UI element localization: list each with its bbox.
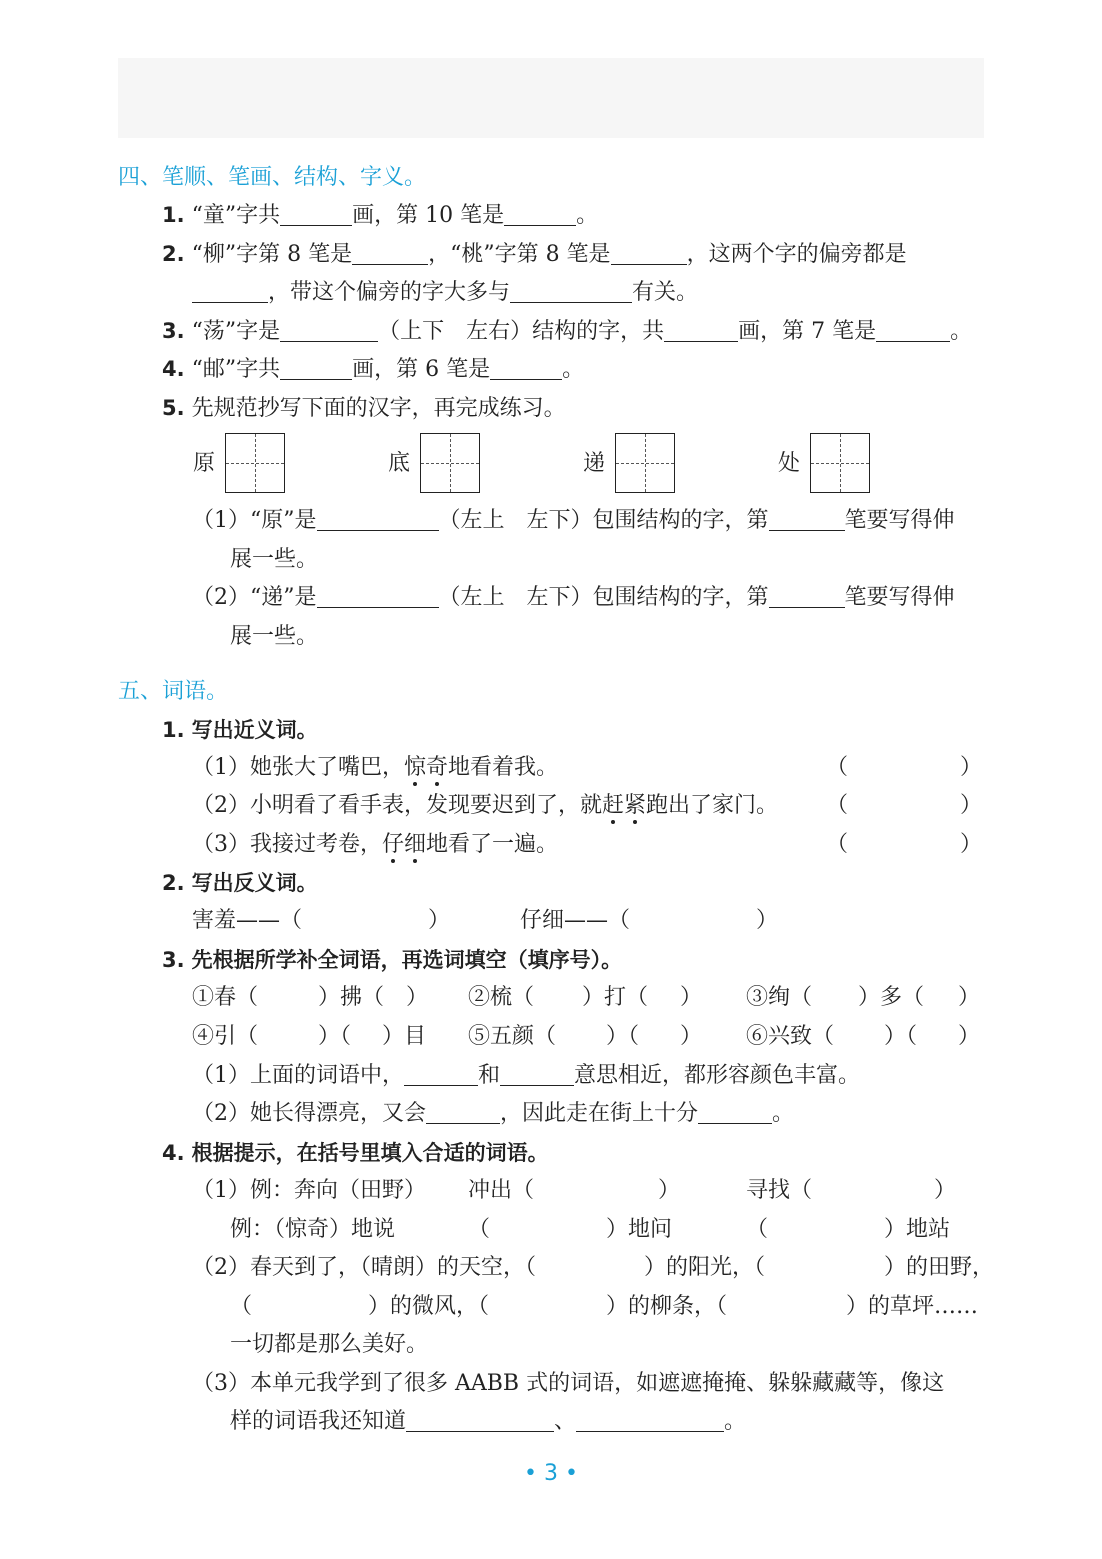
answer-blank[interactable] <box>426 1101 500 1124</box>
fill-open[interactable]: 冲出（ <box>468 1178 535 1203</box>
idiom-part: ⑤五颜（ <box>468 1024 557 1049</box>
answer-blank[interactable] <box>352 242 428 265</box>
fill-mid: ）的阳光，（ <box>644 1255 766 1280</box>
idiom-part: ①春（ <box>192 985 259 1010</box>
fill-close: ） <box>658 1178 681 1203</box>
q5-4-3: （3）本单元我学到了很多 AABB 式的词语，如遮遮掩掩、躲躲藏藏等，像这 <box>192 1371 945 1396</box>
idiom-part: ）拂（ <box>318 985 385 1010</box>
answer-blank[interactable] <box>769 508 845 531</box>
idiom-part: ）（ <box>318 1024 352 1049</box>
copy-char-3: 递 <box>583 451 606 476</box>
copy-char-1: 原 <box>193 451 216 476</box>
fill-close: ）地问 <box>606 1217 673 1242</box>
idiom-part: ④引（ <box>192 1024 259 1049</box>
answer-blank[interactable] <box>280 357 352 380</box>
q4-3: 3. “荡”字是 （上下 左右）结构的字，共 画，第 7 笔是 。 <box>162 319 973 344</box>
answer-blank[interactable] <box>404 1063 478 1086</box>
idiom-part: ）（ <box>606 1024 640 1049</box>
answer-blank[interactable] <box>510 280 632 303</box>
header-band <box>118 58 984 138</box>
idiom-part: ） <box>958 1024 981 1049</box>
q4-4: 4. “邮”字共 画，第 6 笔是 。 <box>162 357 585 382</box>
section-5-title: 五、词语。 <box>118 679 229 704</box>
answer-blank[interactable] <box>490 357 562 380</box>
q5-3-title: 3. 先根据所学补全词语，再选词填空（填序号）。 <box>162 948 623 972</box>
answer-blank[interactable] <box>611 242 687 265</box>
fill-open[interactable]: （ <box>230 1294 253 1319</box>
q4-5: 5. 先规范抄写下面的汉字，再完成练习。 <box>162 396 566 421</box>
fill-open[interactable]: （ <box>746 1217 769 1242</box>
antonym-1: 害羞——（ <box>192 908 303 933</box>
answer-paren-close: ） <box>960 755 983 780</box>
answer-paren-open[interactable]: （ <box>826 793 849 818</box>
q5-4-title: 4. 根据提示，在括号里填入合适的词语。 <box>162 1141 549 1165</box>
idiom-part: ） <box>958 985 981 1010</box>
q4-5-1: （1）“原”是 （左上 左下）包围结构的字，第 笔要写得伸 <box>192 508 955 533</box>
section-4-title: 四、笔顺、笔画、结构、字义。 <box>118 165 427 190</box>
copy-char-4: 处 <box>778 451 801 476</box>
q4-2: 2. “柳”字第 8 笔是 ，“桃”字第 8 笔是 ，这两个字的偏旁都是 <box>162 242 907 267</box>
fill-mid: ）的柳条，（ <box>606 1294 728 1319</box>
q4-1: 1. “童”字共 画，第 10 笔是 。 <box>162 203 599 228</box>
answer-blank[interactable] <box>504 203 576 226</box>
tianzige-box-4[interactable] <box>810 433 870 493</box>
answer-paren-open[interactable]: （ <box>826 832 849 857</box>
fill-open[interactable]: 寻找（ <box>746 1178 813 1203</box>
answer-blank[interactable] <box>317 508 439 531</box>
answer-blank[interactable] <box>280 319 378 342</box>
example-2: 例：（惊奇）地说 <box>230 1217 396 1242</box>
answer-blank[interactable] <box>406 1409 554 1432</box>
antonym-2: 仔细——（ <box>520 908 631 933</box>
antonym-2-close: ） <box>756 908 779 933</box>
idiom-part: ）多（ <box>858 985 925 1010</box>
idiom-part: ） <box>680 1024 703 1049</box>
q4-5-2-cont: 展一些。 <box>230 624 319 649</box>
answer-paren-open[interactable]: （ <box>826 755 849 780</box>
q5-1-3: （3）我接过考卷，仔细地看了一遍。 <box>192 832 559 857</box>
q5-2-title: 2. 写出反义词。 <box>162 871 318 895</box>
q4-5-2: （2）“递”是 （左上 左下）包围结构的字，第 笔要写得伸 <box>192 585 955 610</box>
q5-1-2: （2）小明看了看手表，发现要迟到了，就赶紧跑出了家门。 <box>192 793 779 818</box>
q5-4-2-end: 一切都是那么美好。 <box>230 1332 429 1357</box>
fill-mid: ）的田野， <box>884 1255 995 1280</box>
tianzige-box-3[interactable] <box>615 433 675 493</box>
idiom-part: ）目 <box>382 1024 427 1049</box>
answer-blank[interactable] <box>280 203 352 226</box>
idiom-part: ③绚（ <box>746 985 813 1010</box>
answer-blank[interactable] <box>576 1409 724 1432</box>
answer-blank[interactable] <box>698 1101 772 1124</box>
fill-mid: ）的草坪…… <box>846 1294 979 1319</box>
answer-blank[interactable] <box>664 319 738 342</box>
q5-1-1: （1）她张大了嘴巴，惊奇地看着我。 <box>192 755 559 780</box>
fill-close: ）地站 <box>884 1217 951 1242</box>
idiom-part: ） <box>406 985 429 1010</box>
antonym-1-close: ） <box>428 908 451 933</box>
idiom-part: ②梳（ <box>468 985 535 1010</box>
idiom-part: ⑥兴致（ <box>746 1024 835 1049</box>
answer-blank[interactable] <box>317 585 439 608</box>
answer-blank[interactable] <box>500 1063 574 1086</box>
page-number: • 3 • <box>524 1461 578 1486</box>
answer-blank[interactable] <box>769 585 845 608</box>
fill-open[interactable]: （ <box>468 1217 491 1242</box>
q5-3-1: （1）上面的词语中， 和 意思相近，都形容颜色丰富。 <box>192 1063 861 1088</box>
answer-blank[interactable] <box>876 319 950 342</box>
fill-mid: ）的微风，（ <box>368 1294 490 1319</box>
q4-5-1-cont: 展一些。 <box>230 547 319 572</box>
q5-1-title: 1. 写出近义词。 <box>162 718 318 742</box>
q4-2-cont: ，带这个偏旁的字大多与 有关。 <box>192 278 698 308</box>
idiom-part: ） <box>680 985 703 1010</box>
fill-close: ） <box>934 1178 957 1203</box>
idiom-part: ）打（ <box>582 985 649 1010</box>
q5-3-2: （2）她长得漂亮，又会 ，因此走在街上十分 。 <box>192 1101 795 1126</box>
q5-4-2: （2）春天到了，（晴朗）的天空，（ <box>192 1255 536 1280</box>
q5-4-3-cont: 样的词语我还知道 、 。 <box>230 1409 747 1434</box>
answer-blank[interactable] <box>192 280 268 303</box>
example-1: （1）例：奔向（田野） <box>192 1178 426 1203</box>
tianzige-box-2[interactable] <box>420 433 480 493</box>
answer-paren-close: ） <box>960 832 983 857</box>
idiom-part: ）（ <box>884 1024 918 1049</box>
answer-paren-close: ） <box>960 793 983 818</box>
copy-char-2: 底 <box>388 451 411 476</box>
tianzige-box-1[interactable] <box>225 433 285 493</box>
